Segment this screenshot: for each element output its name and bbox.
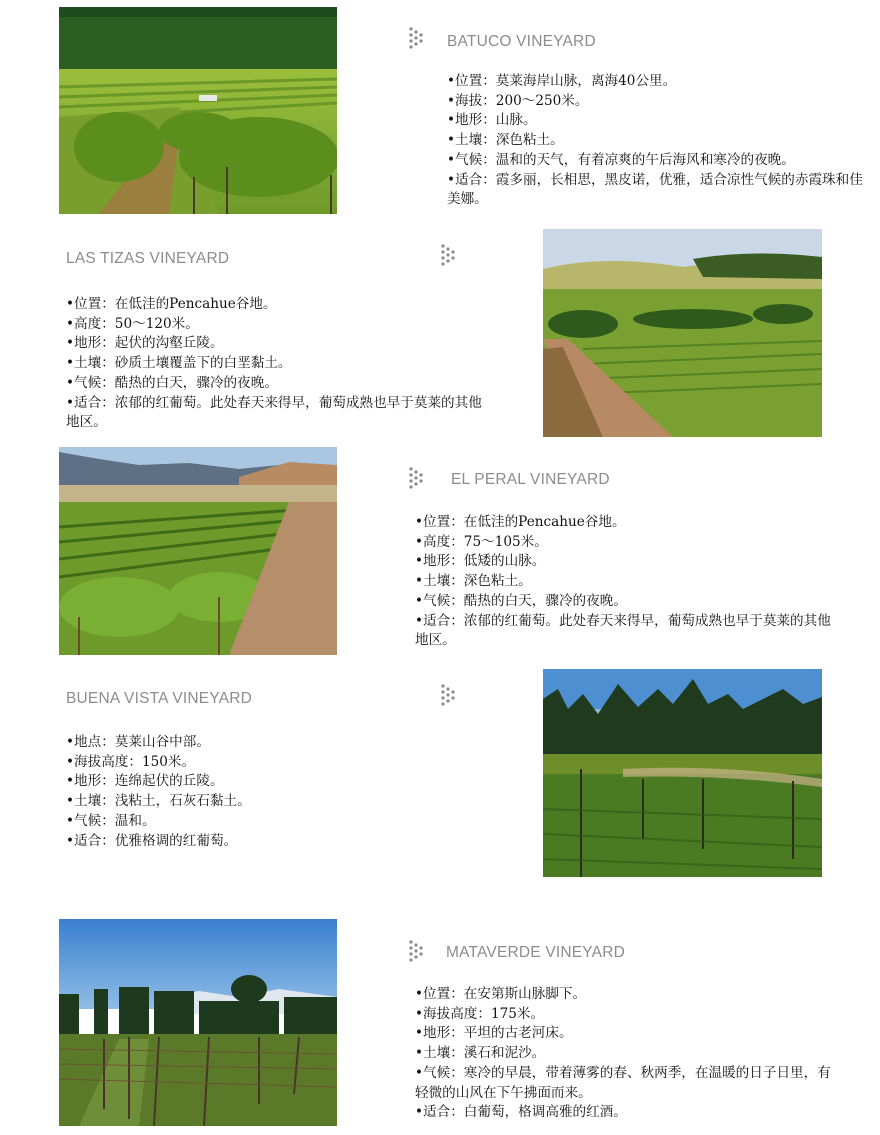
section-title: LAS TIZAS VINEYARD xyxy=(66,250,230,267)
detail-item: •气候：温和。 xyxy=(66,812,156,829)
section-details xyxy=(66,733,426,851)
section-details xyxy=(415,985,840,1123)
detail-item: •位置：在安第斯山脉脚下。 xyxy=(415,986,587,1002)
detail-item: •地形：平坦的古老河床。 xyxy=(415,1025,573,1042)
section-title: MATAVERDE VINEYARD xyxy=(446,944,626,961)
detail-item: •位置：在低洼的Pencahue谷地。 xyxy=(66,296,277,312)
detail-item: •适合：优雅格调的红葡萄。 xyxy=(66,832,238,849)
detail-item: •海拔高度：175米。 xyxy=(415,1005,545,1022)
detail-item: •气候：酷热的白天，骤冷的夜晚。 xyxy=(415,592,627,609)
section-details xyxy=(66,295,491,433)
detail-item: •适合：霞多丽，长相思，黑皮诺，优雅，适合凉性气候的赤霞珠和佳美娜。 xyxy=(447,171,863,208)
detail-item: •高度：75～105米。 xyxy=(415,533,548,550)
detail-item: •气候：寒冷的早晨，带着薄雾的春、秋两季，在温暖的日子日里，有轻微的山风在下午拂面而来。 xyxy=(415,1064,831,1101)
section-marker-icon xyxy=(409,940,427,966)
detail-item: •适合：白葡萄，格调高雅的红酒。 xyxy=(415,1104,627,1121)
detail-item: •地形：起伏的沟壑丘陵。 xyxy=(66,335,224,352)
section-details xyxy=(447,72,872,210)
detail-item: •适合：浓郁的红葡萄。此处春天来得早，葡萄成熟也早于莫莱的其他地区。 xyxy=(415,612,831,649)
mataverde-vineyard-photo xyxy=(59,919,337,1126)
detail-item: •土壤：砂质土壤覆盖下的白垩黏土。 xyxy=(66,355,292,372)
detail-item: •地形：山脉。 xyxy=(447,112,537,129)
detail-item: •地形：低矮的山脉。 xyxy=(415,553,546,570)
section-marker-icon xyxy=(441,684,459,710)
detail-item: •气候：温和的天气，有着凉爽的午后海风和寒冷的夜晚。 xyxy=(447,151,795,168)
detail-item: •土壤：深色粘土。 xyxy=(415,573,532,590)
detail-item: •土壤：溪石和泥沙。 xyxy=(415,1045,546,1062)
section-title: BUENA VISTA VINEYARD xyxy=(66,690,253,707)
detail-item: •适合：浓郁的红葡萄。此处春天来得早，葡萄成熟也早于莫莱的其他地区。 xyxy=(66,394,482,431)
detail-item: •位置：在低洼的Pencahue谷地。 xyxy=(415,514,626,530)
detail-item: •土壤：浅粘土，石灰石黏土。 xyxy=(66,793,251,810)
section-marker-icon xyxy=(409,27,427,53)
detail-item: •土壤：深色粘土。 xyxy=(447,132,564,149)
detail-item: •高度：50～120米。 xyxy=(66,315,199,332)
detail-item: •地点：莫莱山谷中部。 xyxy=(66,734,210,750)
detail-item: •位置：莫莱海岸山脉，离海40公里。 xyxy=(447,73,677,89)
section-marker-icon xyxy=(441,244,459,270)
detail-item: •海拔高度：150米。 xyxy=(66,753,196,770)
detail-item: •海拔：200～250米。 xyxy=(447,92,589,109)
las-tizas-vineyard-photo xyxy=(543,229,822,437)
section-title: EL PERAL VINEYARD xyxy=(451,471,610,488)
batuco-vineyard-photo xyxy=(59,7,337,214)
section-title: BATUCO VINEYARD xyxy=(447,33,596,50)
section-marker-icon xyxy=(409,467,427,493)
detail-item: •地形：连绵起伏的丘陵。 xyxy=(66,773,224,790)
section-details xyxy=(415,513,840,651)
el-peral-vineyard-photo xyxy=(59,447,337,655)
detail-item: •气候：酷热的白天，骤冷的夜晚。 xyxy=(66,374,278,391)
buena-vista-vineyard-photo xyxy=(543,669,822,877)
